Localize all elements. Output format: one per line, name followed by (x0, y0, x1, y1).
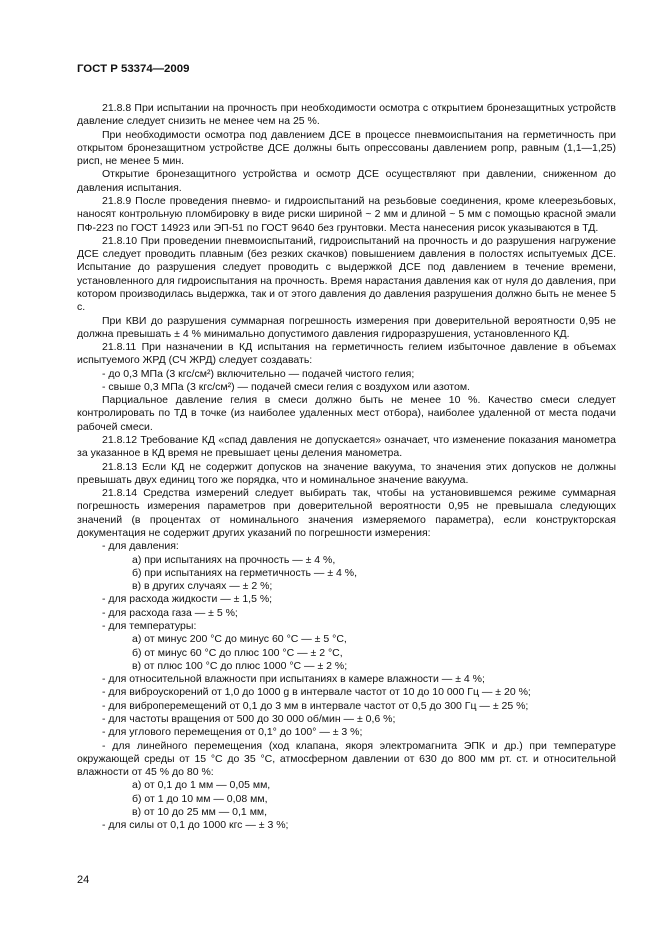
paragraph: в) от 10 до 25 мм — 0,1 мм, (132, 805, 268, 818)
paragraph: 21.8.12 Требование КД «спад давления не допускается» означает, что изменение показания манометра за указанное в КД время не превышает цены деления манометра. (77, 434, 616, 460)
paragraph: - для силы от 0,1 до 1000 кгс — ± 3 %; (102, 819, 289, 832)
paragraph: а) при испытаниях на прочность — ± 4 %, (132, 553, 336, 566)
paragraph: - для виброперемещений от 0,1 до 3 мм в интервале частот от 0,5 до 300 Гц — ± 25 %; (102, 699, 529, 712)
paragraph: - для углового перемещения от 0,1° до 100° — ± 3 %; (102, 726, 363, 739)
paragraph: 21.8.9 После проведения пневмо- и гидроиспытаний на резьбовые соединения, кроме клеерезьбовых, наносят контрольную пломбировку в виде риски шириной ~ 2 мм и длиной ~ 5 мм с помощью красной эмали ПФ-223 по ГОСТ 14923 или ЭП-51 по ГОСТ 9640 без грунтовки. Места нанесения рисок указываются в ТД. (77, 194, 616, 234)
document-header: ГОСТ Р 53374—2009 (77, 63, 190, 75)
paragraph: - для линейного перемещения (ход клапана, якоря электромагнита ЭПК и др.) при температуре окружающей среды от 15 °С до 35 °С, атмосферном давлении от 630 до 800 мм рт. ст. и относительной влажности от 45 % до 80 %: (77, 739, 616, 779)
paragraph: 21.8.14 Средства измерений следует выбирать так, чтобы на установившемся режиме суммарная погрешность измерения параметров при доверительной вероятности 0,95 не превышала следующих значений (в процентах от номинального значения измеряемого параметра), если конструкторская документация не содержит других указаний по погрешности измерения: (77, 487, 616, 539)
paragraph: - для частоты вращения от 500 до 30 000 об/мин — ± 0,6 %; (102, 712, 396, 725)
paragraph: а) от 0,1 до 1 мм — 0,05 мм, (132, 779, 271, 792)
paragraph: - свыше 0,3 МПа (3 кгс/см²) — подачей смеси гелия с воздухом или азотом. (102, 380, 470, 393)
paragraph: При необходимости осмотра под давлением ДСЕ в процессе пневмоиспытания на герметичность при открытом бронезащитном устройстве ДСЕ должны быть опрессованы давлением pопр, равным (1,1—1,25) pисп, не менее 5 мин. (77, 128, 616, 168)
paragraph: 21.8.8 При испытании на прочность при необходимости осмотра с открытием бронезащитных устройств давление следует снизить не менее чем на 25 %. (77, 102, 616, 128)
paragraph: При КВИ до разрушения суммарная погрешность измерения при доверительной вероятности 0,95 не должна превышать ± 4 % минимально допустимого давления гидроразрушения, установленного КД. (77, 314, 616, 340)
paragraph: в) в других случаях — ± 2 %; (132, 580, 273, 593)
paragraph: - для расхода газа — ± 5 %; (102, 606, 238, 619)
paragraph: - до 0,3 МПа (3 кгс/см²) включительно — подачей чистого гелия; (102, 367, 415, 380)
paragraph: 21.8.10 При проведении пневмоиспытаний, гидроиспытаний на прочность и до разрушения нагружение ДСЕ следует проводить плавным (без резких скачков) повышением давления в полостях испытуемых ДСЕ. Испытание до разрушения следует проводить с выдержкой ДСЕ под давлением в течение времени, установленного для гидроиспытания на прочность. Время нарастания давления как от нуля до давления, при котором производилась выдержка, так и от этого давления до давления разрушения должно быть не менее 5 с. (77, 234, 616, 314)
page-number: 24 (77, 874, 90, 886)
document-body (77, 102, 616, 832)
paragraph: б) от 1 до 10 мм — 0,08 мм, (132, 792, 268, 805)
paragraph: 21.8.11 При назначении в КД испытания на герметичность гелием избыточное давление в объемах испытуемого ЖРД (СЧ ЖРД) следует создавать: (77, 341, 616, 367)
paragraph: - для температуры: (102, 619, 197, 632)
paragraph: а) от минус 200 °С до минус 60 °С — ± 5 °С, (132, 633, 347, 646)
paragraph: - для расхода жидкости — ± 1,5 %; (102, 593, 273, 606)
paragraph: - для давления: (102, 540, 179, 553)
paragraph: Парциальное давление гелия в смеси должно быть не менее 10 %. Качество смеси следует контролировать по ТД в точке (из наиболее удаленных мест отбора), наиболее удаленной от места подачи рабочей смеси. (77, 394, 616, 433)
paragraph: б) при испытаниях на герметичность — ± 4 %, (132, 566, 358, 579)
paragraph: 21.8.13 Если КД не содержит допусков на значение вакуума, то значения этих допусков не должны превышать двух единиц того же порядка, что и номинальное значение вакуума. (77, 460, 616, 486)
paragraph: б) от минус 60 °С до плюс 100 °С — ± 2 °С, (132, 646, 343, 659)
paragraph: - для виброускорений от 1,0 до 1000 g в интервале частот от 10 до 10 000 Гц — ± 20 %; (102, 686, 531, 699)
paragraph: Открытие бронезащитного устройства и осмотр ДСЕ осуществляют при давлении, сниженном до давления испытания. (77, 168, 616, 194)
paragraph: в) от плюс 100 °С до плюс 1000 °С — ± 2 %; (132, 659, 348, 672)
paragraph: - для относительной влажности при испытаниях в камере влажности — ± 4 %; (102, 673, 485, 686)
